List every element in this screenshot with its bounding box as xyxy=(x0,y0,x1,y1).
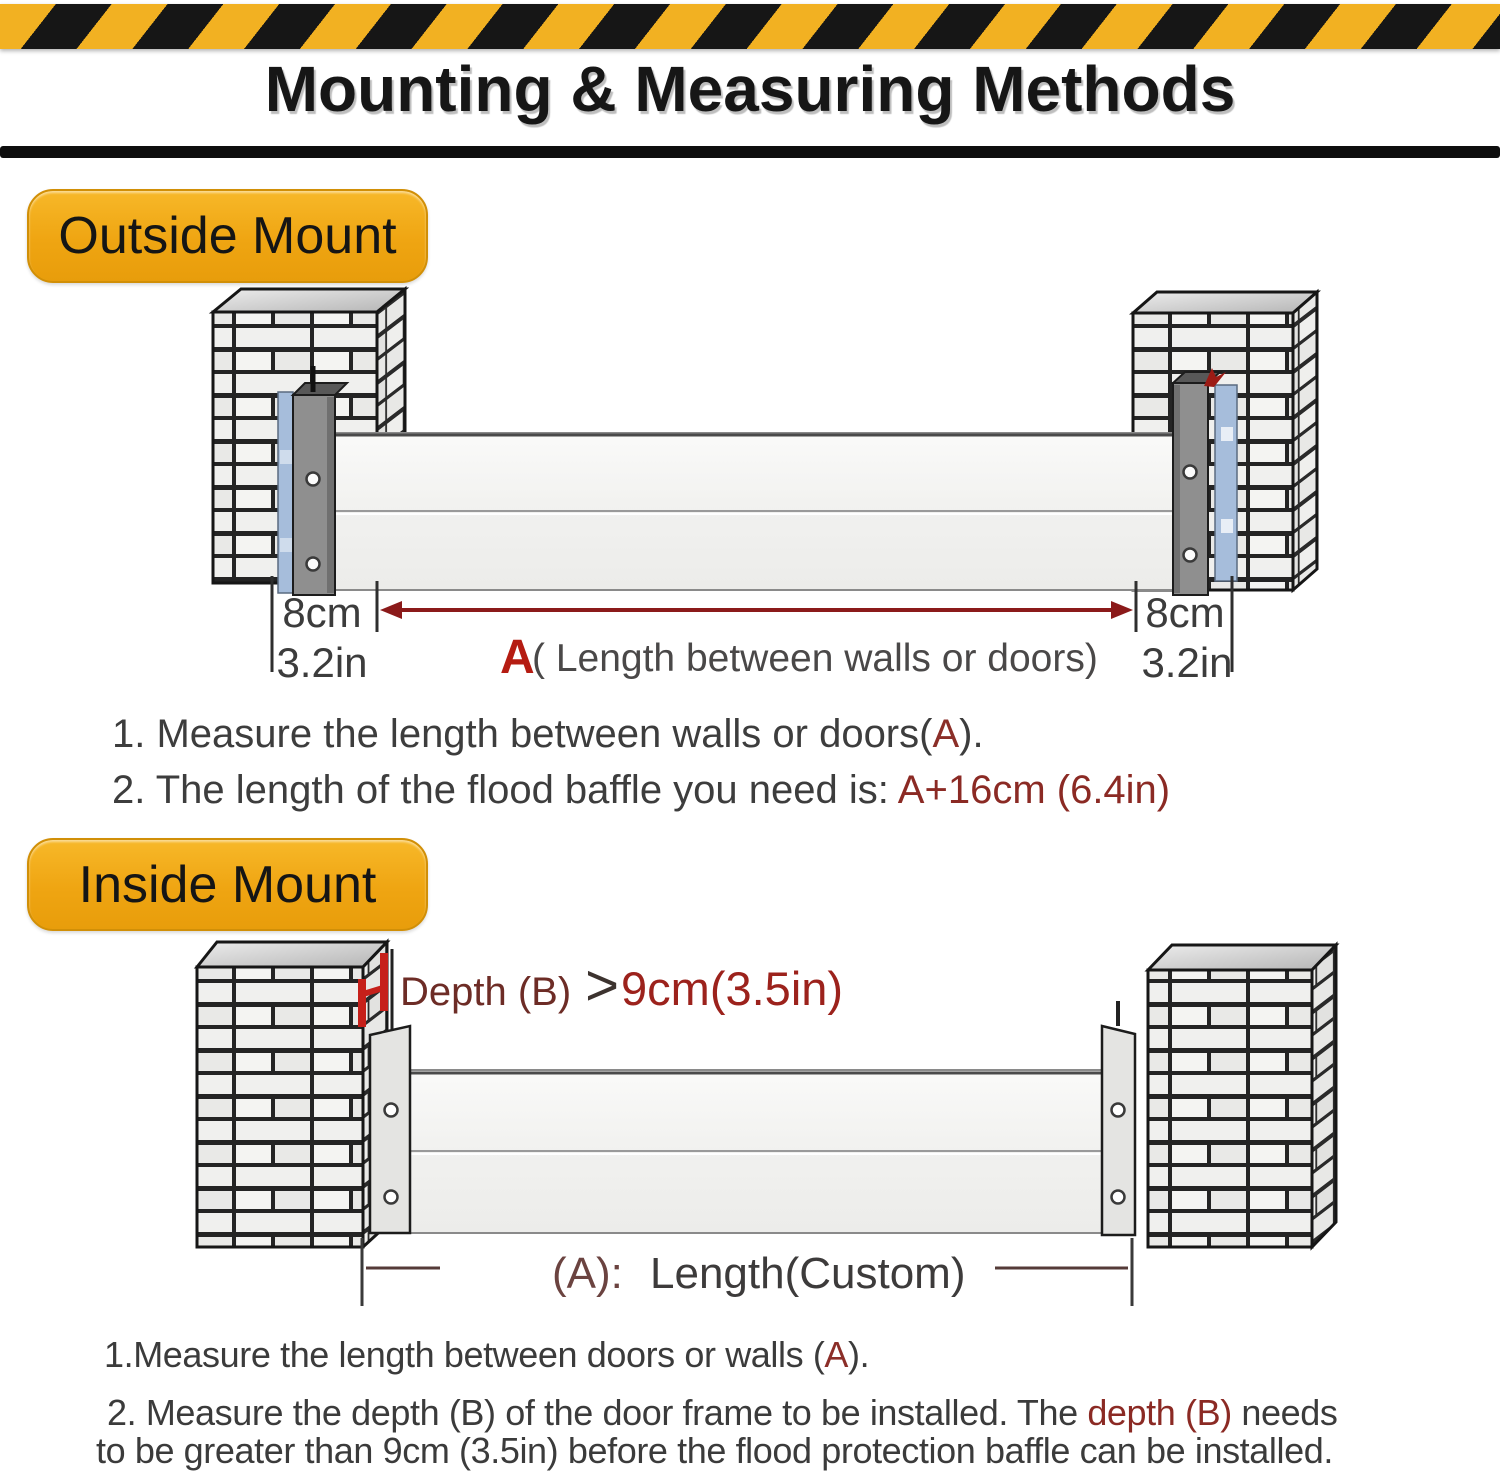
right-overlap-in: 3.2in xyxy=(1141,639,1233,686)
custom-length-a: (A): xyxy=(552,1249,623,1298)
inside-flood-baffle xyxy=(410,1070,1102,1233)
seal-strip-left xyxy=(278,392,293,593)
greater-than-symbol: > xyxy=(585,953,620,1018)
outside-mount-steps xyxy=(112,712,1170,824)
title-divider-bar xyxy=(0,146,1500,158)
inside-channel-right xyxy=(1102,1001,1135,1235)
outside-mount-diagram xyxy=(0,280,1500,710)
inside-step-1: 1.Measure the length between doors or walls (A). xyxy=(104,1334,870,1375)
depth-annotation xyxy=(400,952,843,1019)
length-a-caption: ( Length between walls or doors) xyxy=(532,637,1098,680)
inside-mount-badge-label: Inside Mount xyxy=(78,855,377,914)
header xyxy=(0,52,1500,126)
left-overlap-cm: 8cm xyxy=(282,589,362,636)
custom-length-caption: Length(Custom) xyxy=(650,1249,966,1298)
inside-step-2-continued: to be greater than 9cm (3.5in) before the flood protection baffle can be installed. xyxy=(96,1430,1333,1471)
depth-value: 9cm(3.5in) xyxy=(621,962,844,1015)
outside-step-1: 1. Measure the length between walls or doors(A). xyxy=(112,712,984,756)
page-title: Mounting & Measuring Methods xyxy=(264,53,1236,125)
outside-step-2: 2. The length of the flood baffle you need is: A+16cm (6.4in) xyxy=(112,768,1171,812)
depth-label: Depth (B) xyxy=(400,970,572,1014)
inside-mount-badge xyxy=(27,838,428,931)
right-overlap-cm: 8cm xyxy=(1145,589,1225,636)
inside-right-pillar xyxy=(1148,945,1336,1247)
outside-mount-badge-label: Outside Mount xyxy=(58,207,397,265)
inside-step-2: 2. Measure the depth (B) of the door frame to be installed. The depth (B) needs xyxy=(107,1392,1338,1433)
dimension-arrow xyxy=(380,601,1133,619)
length-a-symbol: A xyxy=(500,631,535,684)
left-overlap-in: 3.2in xyxy=(276,639,368,686)
caution-stripe-band xyxy=(0,4,1500,49)
inside-channel-left xyxy=(370,1026,410,1233)
flood-baffle xyxy=(335,433,1173,590)
outside-mount-badge xyxy=(27,189,428,283)
